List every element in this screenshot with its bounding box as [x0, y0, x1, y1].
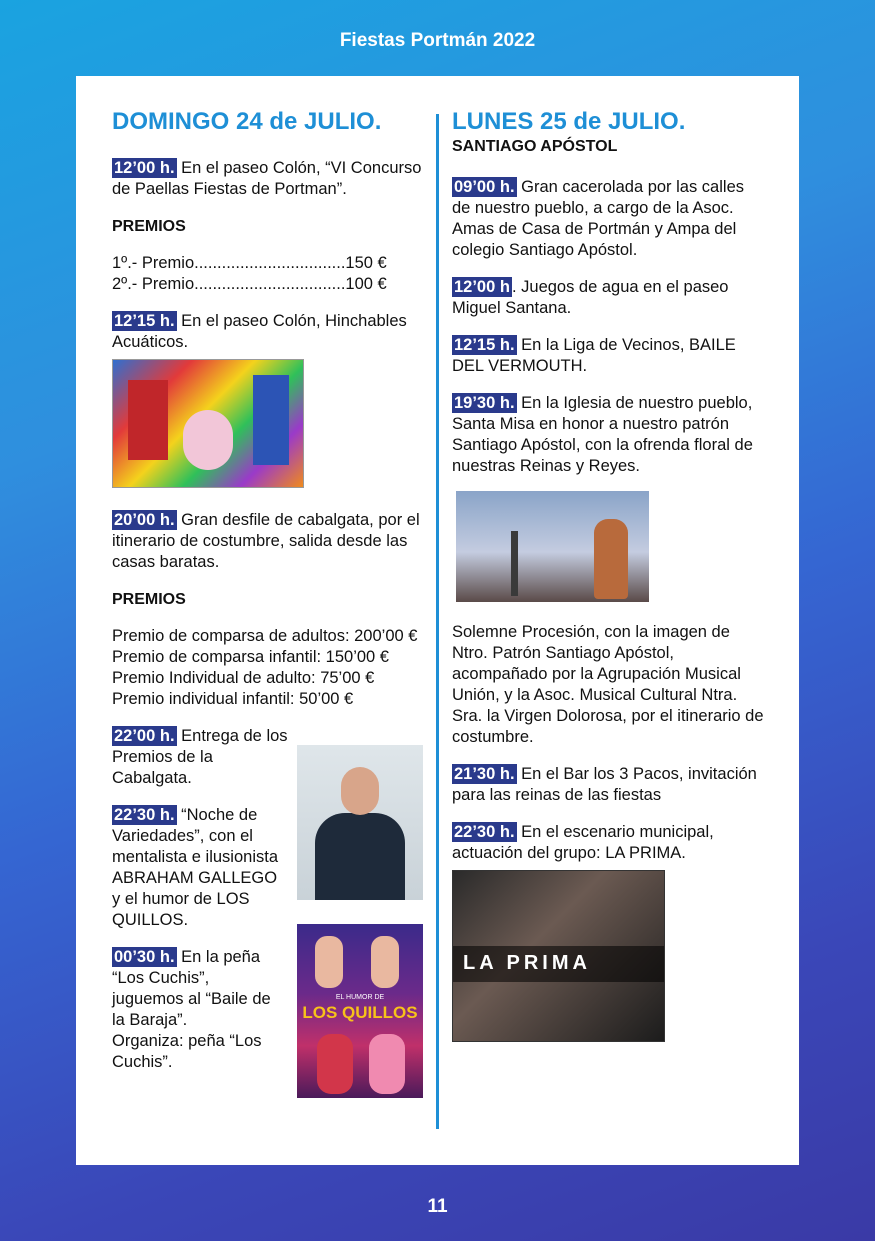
time-badge: 21’30 h. — [454, 765, 515, 783]
day-title-sunday: DOMINGO 24 de JULIO. — [112, 108, 382, 135]
event-text: Gran desfile de cabalgata, por el itinerario de costumbre, salida desde las casas baratas. — [112, 511, 420, 571]
event-baile-vermouth — [452, 335, 764, 377]
event-text: En el paseo Colón, Hinchables Acuáticos. — [112, 312, 407, 351]
event-organizer: Organiza: peña “Los Cuchis”. — [112, 1032, 262, 1071]
event-text: Entrega de los Premios de la Cabalgata. — [112, 727, 288, 787]
event-baile-baraja — [112, 947, 277, 1031]
procession-photo — [456, 491, 649, 602]
event-text: En la peña “Los Cuchis”, juguemos al “Baile de la Baraja”. — [112, 948, 271, 1029]
prize-item: 2º.- Premio.................................100 € — [112, 275, 387, 293]
event-santa-misa — [452, 393, 764, 477]
event-juegos-agua — [452, 277, 764, 319]
procession-text: Solemne Procesión, con la imagen de Ntro. Patrón Santiago Apóstol, acompañado por la Agrupación Musical Unión, y la Asoc. Musical Cultural Ntra. Sra. la Virgen Dolorosa, por el itinerario de costumbre. — [452, 623, 764, 746]
event-text: En la Liga de Vecinos, BAILE DEL VERMOUTH. — [452, 336, 736, 375]
prize-list — [112, 626, 424, 710]
bouncy-castle-photo — [112, 359, 304, 488]
time-badge: 12’15 h. — [114, 312, 175, 330]
event-text: . Juegos de agua en el paseo Miguel Santana. — [452, 278, 729, 317]
event-text: En el escenario municipal, actuación del grupo: LA PRIMA. — [452, 823, 714, 862]
event-cacerolada — [452, 177, 764, 261]
prize-item: Premio Individual de adulto: 75’00 € — [112, 669, 375, 687]
time-badge: 20’00 h. — [114, 511, 175, 529]
event-bar-3-pacos — [452, 764, 764, 806]
event-la-prima — [452, 822, 764, 864]
poster-logo: LOS QUILLOS — [302, 1003, 418, 1022]
time-badge: 22’00 h. — [114, 727, 175, 745]
time-badge: 12’00 h — [454, 278, 510, 296]
day-title-monday: LUNES 25 de JULIO. — [452, 108, 686, 135]
event-paellas — [112, 158, 424, 200]
event-text: En la Iglesia de nuestro pueblo, Santa Misa en honor a nuestro patrón Santiago Apóstol, con la ofrenda floral de nuestras Reinas y Reyes. — [452, 394, 753, 475]
premios-heading: PREMIOS — [112, 218, 186, 235]
event-cabalgata — [112, 510, 424, 573]
header-title: Fiestas Portmán 2022 — [339, 30, 536, 51]
time-badge: 22’30 h. — [454, 823, 515, 841]
poster-subtitle: EL HUMOR DE — [335, 994, 385, 1001]
time-badge: 12’00 h. — [114, 159, 175, 177]
time-badge: 19’30 h. — [454, 394, 515, 412]
premios-heading: PREMIOS — [112, 591, 186, 608]
los-quillos-poster — [297, 924, 423, 1098]
event-text: Gran cacerolada por las calles de nuestro pueblo, a cargo de la Asoc. Amas de Casa de Portmán y Ampa del colegio Santiago Apóstol. — [452, 178, 744, 259]
prize-item: 1º.- Premio.................................150 € — [112, 254, 387, 272]
event-text: En el Bar los 3 Pacos, invitación para las reinas de las fiestas — [452, 765, 757, 804]
time-badge: 09’00 h. — [454, 178, 515, 196]
right-column — [452, 108, 764, 1042]
time-badge: 22’30 h. — [114, 806, 175, 824]
prize-list — [112, 253, 424, 295]
event-text: “Noche de Variedades”, con el mentalista e ilusionista ABRAHAM GALLEGO y el humor de LOS QUILLOS. — [112, 806, 278, 929]
event-text: En el paseo Colón, “VI Concurso de Paellas Fiestas de Portman”. — [112, 159, 422, 198]
prize-item: Premio de comparsa infantil: 150’00 € — [112, 648, 389, 666]
day-subtitle: SANTIAGO APÓSTOL — [452, 138, 618, 155]
event-noche-variedades — [112, 805, 287, 931]
event-entrega-premios — [112, 726, 297, 789]
prize-item: Premio individual infantil: 50’00 € — [112, 690, 354, 708]
time-badge: 12’15 h. — [454, 336, 515, 354]
prize-item: Premio de comparsa de adultos: 200’00 € — [112, 627, 418, 645]
content-panel — [76, 76, 799, 1165]
page-number: 11 — [427, 1196, 448, 1217]
time-badge: 00’30 h. — [114, 948, 175, 966]
mentalist-photo — [297, 745, 423, 900]
la-prima-label: LA PRIMA — [463, 952, 591, 974]
event-hinchables — [112, 311, 424, 353]
column-divider — [436, 114, 439, 1129]
la-prima-photo — [452, 870, 665, 1042]
